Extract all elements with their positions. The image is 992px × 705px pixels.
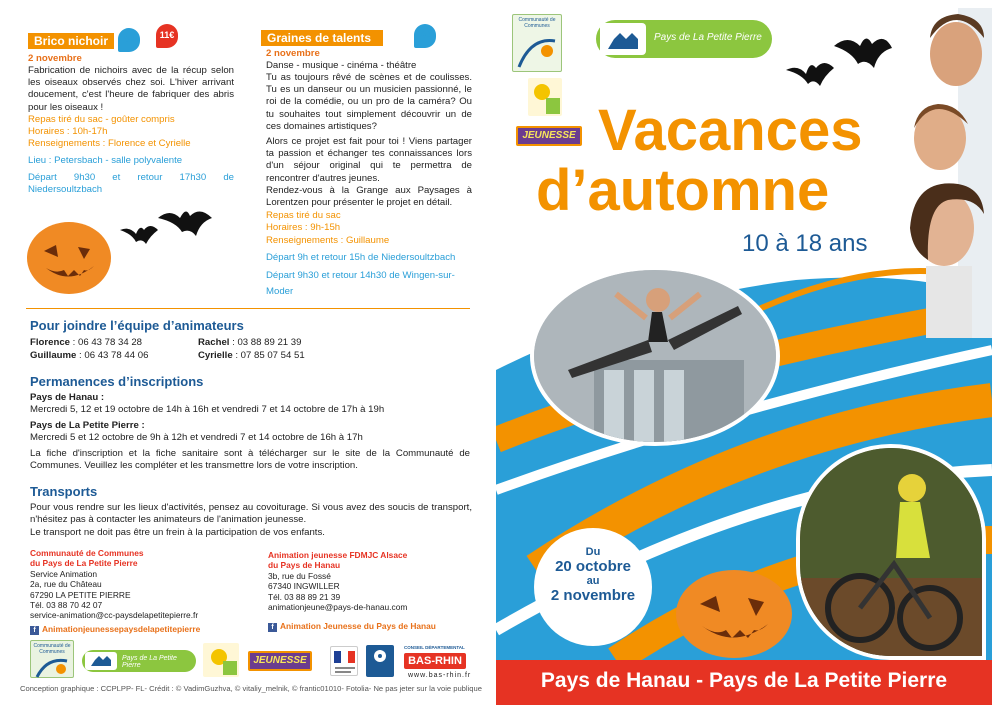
brico-depart: Départ 9h30 et retour 17h30 de Niedersoultzbach [28, 172, 234, 196]
address-head: du Pays de La Petite Pierre [30, 558, 138, 569]
logo-cc-hanau-label: Communauté de Communes [33, 643, 71, 655]
sun-logo-icon [528, 78, 562, 116]
graines-description: Tu as toujours rêvé de scènes et de coulisses. Tu es un danseur ou un musicien passionné, le roi de la comédie, ou un pro de la caméra? Ou tu souhaites tout simplement découvrir un de ces domaines artistiques? [266, 72, 472, 132]
marianne-flag-icon [331, 647, 359, 677]
contact-cyrielle [198, 350, 305, 362]
date-start: 20 octobre [555, 558, 631, 575]
address-head: Animation jeunesse FDMJC Alsace [268, 550, 408, 560]
brico-lieu: Lieu : Petersbach - salle polyvalente [28, 155, 183, 166]
graines-date: 2 novembre [266, 48, 320, 59]
date-end: 2 novembre [550, 587, 636, 604]
graines-title: Graines de talents [261, 30, 383, 46]
bats-icon [118, 198, 228, 254]
permanences-pp-text: Mercredi 5 et 12 octobre de 9h à 12h et vendredi 7 et 14 octobre de 16h à 17h [30, 432, 363, 443]
contact-phone: : 06 43 78 44 06 [76, 350, 149, 361]
caf-flower-icon [366, 645, 394, 677]
address-petite-pierre [30, 548, 250, 635]
graines-description-2: Alors ce projet est fait pour toi ! Viens partager ta passion et échanger tes connaissances lors d'un séjour original qui te permettra de rencontrer d'autres jeunes. [266, 136, 472, 184]
cc-hanau-mark-icon [513, 29, 561, 73]
graines-repas: Repas tiré du sac [266, 210, 341, 221]
cc-pp-mark [600, 23, 646, 55]
facebook-icon: f [30, 626, 39, 635]
address-head: du Pays de Hanau [268, 560, 341, 571]
pumpkin-icon [26, 216, 112, 296]
cover-page [496, 0, 992, 705]
address-head: Communauté de Communes [30, 548, 144, 558]
teens-photo [906, 8, 992, 338]
logo-jeunesse: JEUNESSE [248, 651, 312, 671]
brico-horaires: Horaires : 10h-17h [28, 126, 108, 137]
cc-pp-mark [85, 652, 117, 670]
date-au: au [586, 575, 600, 587]
contact-name: Cyrielle [198, 350, 233, 361]
permanences-note: La fiche d'inscription et la fiche sanitaire sont à télécharger sur le site de la Communauté de Communes. Veuillez les compléter et les transmettre lors de votre inscription. [30, 448, 470, 472]
graines-depart-2: Départ 9h30 et retour 14h30 de Wingen-sur-Moder [266, 270, 455, 297]
contact-phone: : 06 43 78 34 28 [70, 337, 143, 348]
cover-title-line1: Vacances [598, 98, 863, 163]
mountain-biker-icon [800, 448, 986, 660]
brico-date: 2 novembre [28, 53, 82, 64]
address-hanau [268, 550, 468, 632]
logo-cc-hanau-cover [512, 14, 562, 72]
price-badge-2: 2€ [414, 24, 436, 48]
permanences-title: Permanences d’inscriptions [30, 374, 204, 389]
contact-name: Florence [30, 337, 70, 348]
address-line: 67340 INGWILLER [268, 581, 340, 592]
logo-pays-pp-cover [596, 20, 772, 58]
contact-phone: : 07 85 07 54 51 [232, 350, 305, 361]
cover-title-line2: d’automne [536, 158, 830, 223]
logo-pays-pp [82, 650, 196, 672]
logo-cc-cover-label: Communauté de Communes [518, 17, 556, 29]
address-line: Tél. 03 88 70 42 07 [30, 600, 103, 611]
logo-cc-hanau [30, 640, 74, 678]
brico-title: Brico nichoir [28, 33, 114, 49]
facebook-label: Animation Jeunesse du Pays de Hanau [280, 621, 436, 632]
date-du: Du [585, 546, 601, 558]
permanences-hanau-text: Mercredi 5, 12 et 19 octobre de 14h à 16h et vendredi 7 et 14 octobre de 17h à 19h [30, 404, 385, 415]
logo-republique [330, 646, 358, 676]
date-circle [534, 528, 652, 646]
price-badge-11: 11€ [156, 24, 178, 48]
address-line: 67290 LA PETITE PIERRE [30, 589, 131, 600]
contact-phone: : 03 88 89 21 39 [229, 337, 302, 348]
logo-jeunesse-cover: JEUNESSE [516, 126, 582, 146]
logo-pays-pp-cover-label: Pays de La Petite Pierre [654, 32, 762, 43]
biker-photo [796, 444, 986, 660]
address-line: 2a, rue du Château [30, 579, 102, 590]
sun-logo-icon [203, 643, 239, 677]
facebook-link-pp[interactable] [30, 624, 250, 635]
address-line: 3b, rue du Fossé [268, 570, 331, 581]
credit-line: Conception graphique : CCPLPP- FL- Crédit : © VadimGuzhva, © vitaliy_melnik, © frantic01010- Fotolia- Ne pas jeter sur la voie publique [20, 684, 482, 693]
conseil-label: CONSEIL DÉPARTEMENTAL [404, 645, 465, 650]
equipe-title: Pour joindre l’équipe d’animateurs [30, 318, 244, 333]
permanences-hanau-label: Pays de Hanau : [30, 392, 105, 403]
graines-depart-1: Départ 9h et retour 15h de Niedersoultzbach [266, 252, 456, 263]
contact-rachel [198, 337, 301, 349]
brico-repas: Repas tiré du sac - goûter compris [28, 114, 175, 125]
address-line: Service Animation [30, 568, 98, 579]
trampoline-photo [530, 266, 780, 446]
graines-description-3: Rendez-vous à la Grange aux Paysages à Lorentzen pour présenter le projet en détail. [266, 185, 472, 209]
divider [26, 308, 470, 309]
pumpkin-cover-icon [674, 560, 794, 660]
bas-rhin-url[interactable]: www.bas-rhin.fr [408, 672, 472, 679]
brico-description: Fabrication de nichoirs avec de la récup selon les oiseaux observés chez soi. L'hiver arrivant doucement, c'est l'heure de fabriquer des abris pour les oiseaux ! [28, 65, 234, 113]
logo-bas-rhin: BAS-RHIN [404, 653, 466, 669]
contact-florence [30, 337, 142, 349]
facebook-icon: f [268, 623, 277, 632]
age-range: 10 à 18 ans [742, 230, 868, 257]
permanences-pp-label: Pays de La Petite Pierre : [30, 420, 145, 431]
contact-guillaume [30, 350, 148, 362]
address-line: Tél. 03 88 89 21 39 [268, 591, 341, 602]
contact-name: Rachel [198, 337, 230, 348]
transports-text-2: Le transport ne doit pas être un frein à la participation de vos enfants. [30, 527, 325, 538]
facebook-link-hanau[interactable] [268, 621, 468, 632]
contact-name: Guillaume [30, 350, 77, 361]
castle-icon [600, 23, 646, 55]
transports-text: Pour vous rendre sur les lieux d'activités, pensez au covoiturage. Si vous avez des soucis de transport, n'hésitez pas à contacter les animateurs de l'animation jeunesse. [30, 502, 472, 526]
email-link[interactable]: service-animation@cc-paysdelapetitepierre.fr [30, 610, 199, 621]
bats-cover-icon [784, 24, 894, 94]
castle-icon [85, 652, 117, 670]
logo-sun-cover [528, 78, 562, 116]
footer-band: Pays de Hanau - Pays de La Petite Pierre [496, 660, 992, 705]
price-badge-8: 8€ [118, 28, 140, 52]
cc-hanau-mark-icon [31, 655, 73, 681]
transports-title: Transports [30, 484, 98, 499]
brico-renseignements: Renseignements : Florence et Cyrielle [28, 138, 191, 149]
graines-disciplines: Danse - musique - cinéma - théâtre [266, 60, 417, 71]
logo-sun [203, 643, 239, 677]
logo-caf [366, 645, 394, 677]
email-link[interactable]: animationjeune@pays-de-hanau.com [268, 602, 408, 613]
graines-renseignements: Renseignements : Guillaume [266, 235, 390, 246]
facebook-label: Animationjeunessepaysdelapetitepierre [42, 623, 201, 634]
jumping-girl-icon [534, 270, 780, 446]
logo-pays-pp-label: Pays de La Petite Pierre [122, 655, 177, 669]
graines-horaires: Horaires : 9h-15h [266, 222, 341, 233]
